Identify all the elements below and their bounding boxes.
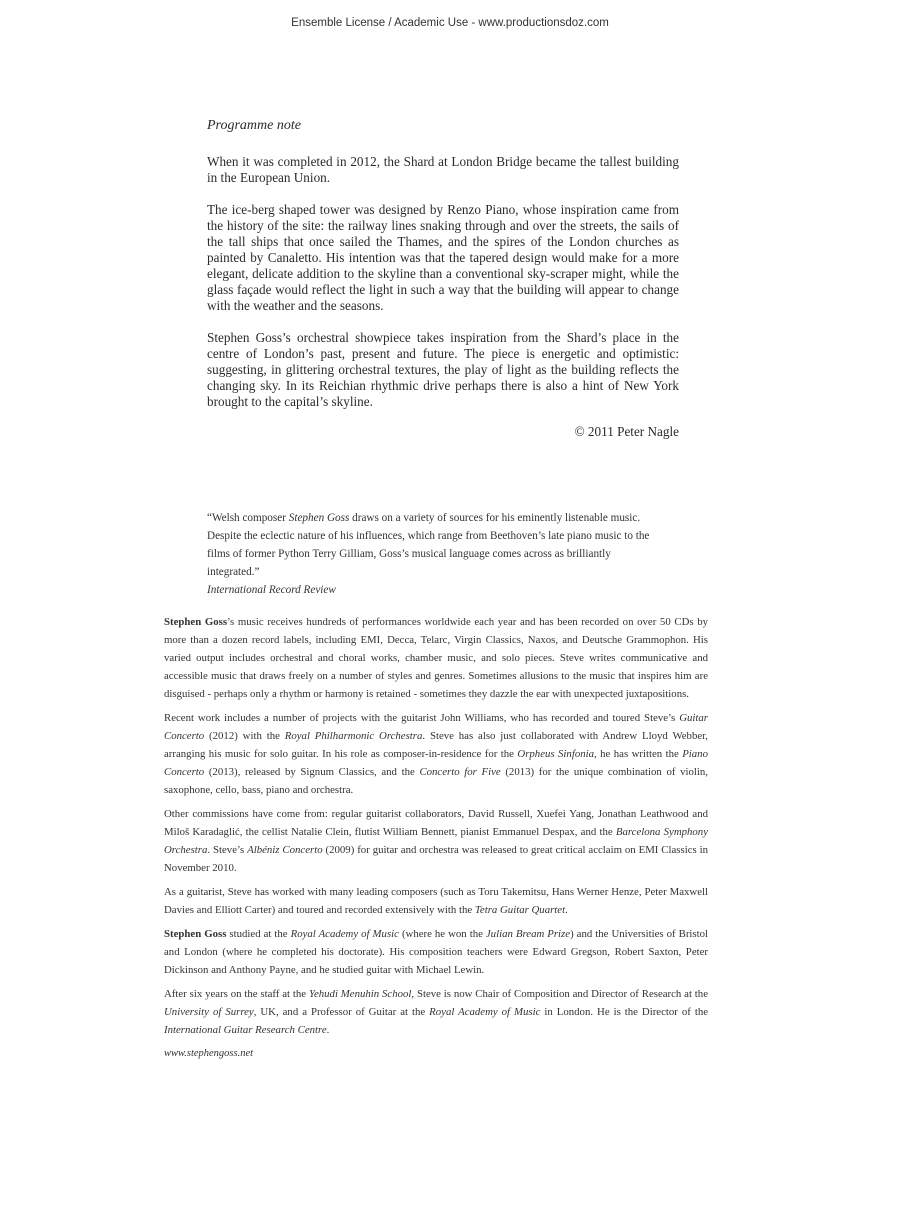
bio-text: . Steve has also just collaborated with Andrew Lloyd Webber, arranging his music for solo guitar. In his role as composer-in-residence for the <box>164 730 709 760</box>
quote-source: International Record Review <box>207 584 336 596</box>
bio-name: Stephen Goss <box>164 616 228 628</box>
bio-paragraph-4 <box>164 883 708 919</box>
bio-text: (2012) with the <box>204 730 285 742</box>
note-paragraph-2: The ice-berg shaped tower was designed by Renzo Piano, whose inspiration came from the history of the site: the railway lines snaking through and over the streets, the sails of the tall ships that once sailed the Thames, and the spires of the London churches as painted by Canaletto. His intention was that the tapered design would make for a more elegant, delicate addition to the skyline than a conventional sky-scraper might, while the glass façade would reflect the light in such a way that the building will appear to change with the weather and the seasons. <box>207 202 679 313</box>
bio-work-title: Piano Concerto <box>164 748 708 778</box>
bio-text: Other commissions have come from: regular guitarist collaborators, David Russell, Xuefei Yang, Jonathan Leathwood and Miloš Karadaglić, the cellist Natalie Clein, flutist William Bennett, pianist Emmanuel Despax, and the <box>164 808 708 838</box>
bio-prize-name: Julian Bream Prize <box>485 928 571 940</box>
bio-text: (2013) for the unique combination of violin, saxophone, cello, bass, piano and orchestra. <box>164 766 708 796</box>
bio-institution-name: University of Surrey <box>164 1006 254 1018</box>
bio-ensemble-name: Tetra Guitar Quartet <box>474 904 566 916</box>
bio-paragraph-3 <box>164 805 708 877</box>
bio-paragraph-2 <box>164 709 708 799</box>
quote-composer-name: Stephen Goss <box>288 512 350 524</box>
bio-text: ’s music receives hundreds of performances worldwide each year and has been recorded on over 50 CDs by more than a dozen record labels, including EMI, Decca, Telarc, Virgin Classics, Naxos, and Deutsche Grammophon. His varied output includes orchestral and choral works, chamber music, and solo pieces. Steve writes communicative and accessible music that draws freely on a number of styles and genres. Sometimes allusions to the music that inspires him are disguised - perhaps only a rhythm or harmony is retained - sometimes they dazzle the ear with unexpected juxtapositions. <box>164 616 708 700</box>
bio-text: . Steve’s <box>207 844 248 856</box>
bio-institution-name: Royal Academy of Music <box>290 928 399 940</box>
bio-text: , Steve is now Chair of Composition and Director of Research at the <box>411 988 709 1000</box>
bio-name: Stephen Goss <box>164 928 227 940</box>
quote-text-part: draws on a variety of sources for his eminently listenable music. Despite the eclectic nature of his influences, which range from Beethoven’s late piano music to the films of former Python Terry Gilliam, Goss’s musical language comes across as brilliantly integrated.” <box>207 512 650 578</box>
bio-paragraph-1 <box>164 613 708 703</box>
bio-text: (2009) for guitar and orchestra was released to great critical acclaim on EMI Classics in November 2010. <box>164 844 708 874</box>
bio-text: . <box>565 904 568 916</box>
bio-institution-name: Royal Academy of Music <box>429 1006 541 1018</box>
bio-text: studied at the <box>226 928 291 940</box>
note-paragraph-1: When it was completed in 2012, the Shard at London Bridge became the tallest building in the European Union. <box>207 154 679 185</box>
bio-ensemble-name: Royal Philharmonic Orchestra <box>284 730 423 742</box>
quote-text-part: “Welsh composer <box>207 512 289 524</box>
bio-work-title: Albéniz Concerto <box>247 844 323 856</box>
bio-institution-name: Yehudi Menuhin School <box>308 988 412 1000</box>
bio-paragraph-5 <box>164 925 708 979</box>
bio-text: (where he won the <box>398 928 486 940</box>
bio-text: ) and the Universities of Bristol and London (where he completed his doctorate). His composition teachers were Edward Gregson, Robert Saxton, Peter Dickinson and Anthony Payne, and he studied guitar with Michael Lewin. <box>164 928 709 976</box>
review-quote <box>207 509 655 599</box>
bio-work-title: Guitar Concerto <box>164 712 708 742</box>
note-paragraph-3: Stephen Goss’s orchestral showpiece takes inspiration from the Shard’s place in the centre of London’s past, present and future. The piece is energetic and optimistic: suggesting, in glittering orchestral textures, the play of light as the building reflects the changing sky. In its Reichian rhythmic drive perhaps there is also a hint of New York brought to the capital’s skyline. <box>207 330 679 409</box>
page-header-license: Ensemble License / Academic Use - www.productionsdoz.com <box>291 17 609 29</box>
bio-paragraph-6 <box>164 985 708 1039</box>
bio-text: in London. He is the Director of the <box>540 1006 709 1018</box>
bio-work-title: Concerto for Five <box>419 766 501 778</box>
bio-text: As a guitarist, Steve has worked with many leading composers (such as Toru Takemitsu, Hans Werner Henze, Peter Maxwell Davies and Elliott Carter) and toured and recorded extensively with the <box>164 886 708 916</box>
bio-text: , he has written the <box>594 748 683 760</box>
bio-text: . <box>326 1024 330 1036</box>
bio-text: After six years on the staff at the <box>164 988 309 1000</box>
composer-biography <box>164 613 708 1069</box>
bio-ensemble-name: Barcelona Symphony Orchestra <box>164 826 709 856</box>
bio-ensemble-name: Orpheus Sinfonia <box>517 748 595 760</box>
website-link[interactable]: www.stephengoss.net <box>164 1048 254 1059</box>
note-credit: © 2011 Peter Nagle <box>574 424 679 439</box>
programme-note <box>207 118 679 440</box>
bio-text: Recent work includes a number of projects with the guitarist John Williams, who has recorded and toured Steve’s <box>164 712 680 724</box>
bio-institution-name: International Guitar Research Centre <box>164 1024 327 1036</box>
quote-text <box>207 509 655 581</box>
programme-note-heading: Programme note <box>207 118 301 133</box>
bio-text: , UK, and a Professor of Guitar at the <box>253 1006 430 1018</box>
bio-text: (2013), released by Signum Classics, and the <box>204 766 420 778</box>
